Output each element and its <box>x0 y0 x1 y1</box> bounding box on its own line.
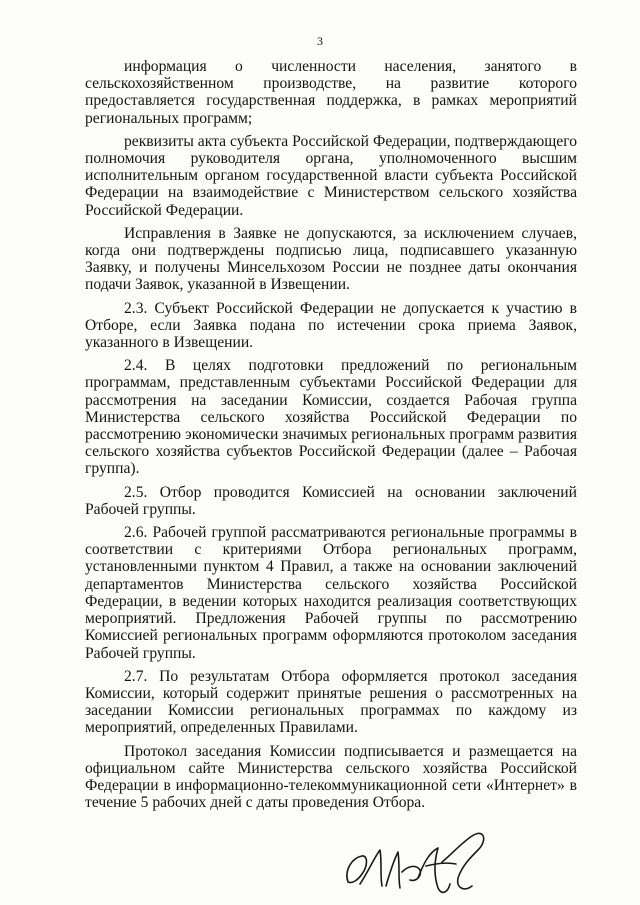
paragraph-2: реквизиты акта субъекта Российской Федерации, подтверждающего полномочия руководителя органа, уполномоченного высшим исполнительным органом государственной власти субъекта Российской Федерации на взаимодействие с Министерством сельского хозяйства Российской Федерации. <box>85 132 577 219</box>
paragraph-4: 2.3. Субъект Российской Федерации не допускается к участию в Отборе, если Заявка подана по истечении срока приема Заявок, указанного в Извещении. <box>85 299 577 352</box>
paragraph-6: 2.5. Отбор проводится Комиссией на основании заключений Рабочей группы. <box>85 483 577 518</box>
document-body <box>85 58 577 817</box>
paragraph-8: 2.7. По результатам Отбора оформляется протокол заседания Комиссии, который содержит принятые решения о рассмотренных на заседании Комиссии региональных программах по каждому из мероприятий, определенных Правилами. <box>85 667 577 737</box>
paragraph-3: Исправления в Заявке не допускаются, за исключением случаев, когда они подтверждены подписью лица, подписавшего указанную Заявку, и получены Минсельхозом России не позднее даты окончания подачи Заявок, указанной в Извещении. <box>85 224 577 294</box>
paragraph-7: 2.6. Рабочей группой рассматриваются региональные программы в соответствии с критериями Отбора региональных программ, установленными пунктом 4 Правил, а также на основании заключений департаментов Министерства сельского хозяйства Российской Федерации, в ведении которых находится реализация соответствующих мероприятий. Предложения Рабочей группы по рассмотрению Комиссией региональных программ оформляются протоколом заседания Рабочей группы. <box>85 524 577 662</box>
handwritten-signature <box>338 822 498 902</box>
page-number: 3 <box>317 34 323 48</box>
paragraph-5: 2.4. В целях подготовки предложений по региональным программам, представленным субъектами Российской Федерации для рассмотрения на заседании Комиссии, создается Рабочая группа Министерства сельского хозяйства Российской Федерации по рассмотрению экономически значимых региональных программ развития сельского хозяйства субъектов Российской Федерации (далее – Рабочая группа). <box>85 357 577 478</box>
paragraph-9: Протокол заседания Комиссии подписывается и размещается на официальном сайте Министерства сельского хозяйства Российской Федерации в информационно-телекоммуникационной сети «Интернет» в течение 5 рабочих дней с даты проведения Отбора. <box>85 742 577 812</box>
paragraph-1: информация о численности населения, занятого в сельскохозяйственном производстве, на развитие которого предоставляется государственная поддержка, в рамках мероприятий региональных программ; <box>85 58 577 127</box>
